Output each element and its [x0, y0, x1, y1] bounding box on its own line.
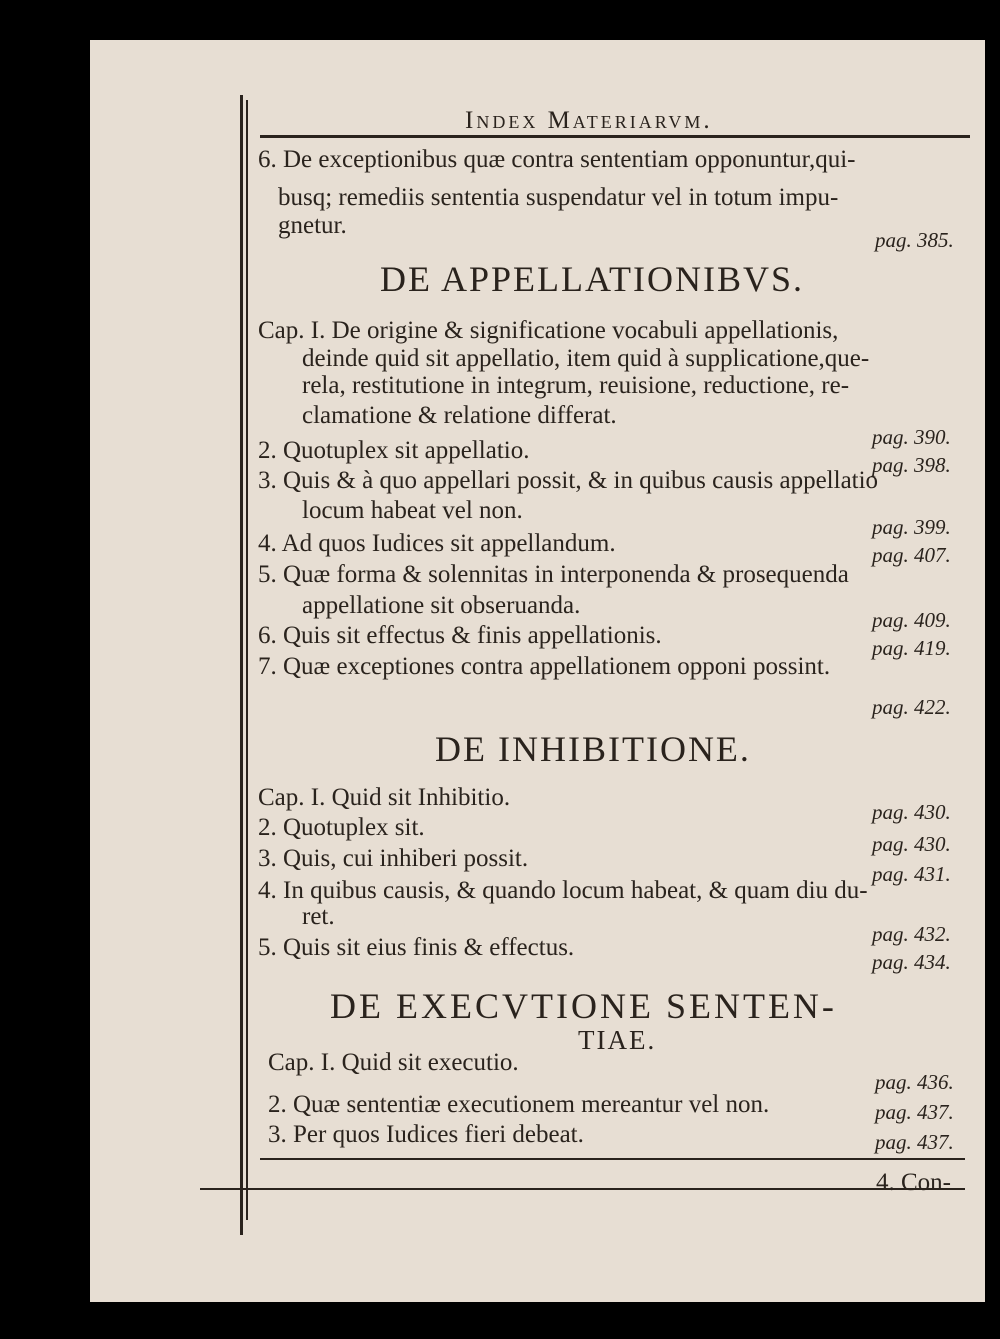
page-ref: pag. 419. [872, 636, 951, 660]
entry-line: ret. [302, 903, 335, 930]
entry-line: 4. In quibus causis, & quando locum habeat, & quam diu du- [258, 877, 868, 904]
entry-line: deinde quid sit appellatio, item quid à supplicatione,que- [302, 345, 870, 372]
entry-line: 2. Quæ sententiæ executionem mereantur vel non. [268, 1091, 770, 1118]
page-ref: pag. 434. [872, 950, 951, 974]
entry-line: gnetur. [278, 212, 347, 239]
entry-line: 5. Quis sit eius finis & effectus. [258, 934, 575, 961]
page-ref: pag. 437. [875, 1130, 954, 1154]
book-page [90, 40, 985, 1302]
page-ref: pag. 437. [875, 1100, 954, 1124]
section-heading-continued: TIAE. [578, 1025, 657, 1055]
left-margin-rule [240, 95, 243, 1235]
running-title: Index Materiarvm. [465, 107, 713, 134]
entry-line: 2. Quotuplex sit appellatio. [258, 437, 530, 464]
page-ref: pag. 430. [872, 800, 951, 824]
header-rule [260, 135, 970, 138]
entry-line: 4. Ad quos Iudices sit appellandum. [258, 530, 616, 557]
entry-line: Cap. I. De origine & significatione vocabuli appellationis, [258, 317, 839, 344]
section-heading: DE INHIBITIONE. [435, 729, 751, 769]
entry-line: locum habeat vel non. [302, 497, 523, 524]
entry-line: appellatione sit obseruanda. [302, 592, 581, 619]
entry-line: 6. Quis sit effectus & finis appellationis. [258, 622, 662, 649]
left-margin-rule [246, 100, 248, 1220]
page-ref: pag. 436. [875, 1070, 954, 1094]
entry-line: clamatione & relatione differat. [302, 402, 617, 429]
page-ref: pag. 422. [872, 695, 951, 719]
entry-line: busq; remediis sententia suspendatur vel in totum impu- [278, 184, 839, 211]
section-heading: DE APPELLATIONIBVS. [380, 259, 805, 299]
catchword: 4. Con- [876, 1169, 951, 1196]
entry-line: 6. De exceptionibus quæ contra sententiam opponuntur,qui- [258, 146, 856, 173]
entry-line: 2. Quotuplex sit. [258, 814, 425, 841]
page-ref: pag. 432. [872, 922, 951, 946]
entry-line: 7. Quæ exceptiones contra appellationem opponi possint. [258, 653, 831, 680]
page-ref: pag. 430. [872, 832, 951, 856]
entry-line: 5. Quæ forma & solennitas in interponenda & prosequenda [258, 561, 849, 588]
page-ref: pag. 431. [872, 862, 951, 886]
page-ref: pag. 407. [872, 543, 951, 567]
entry-line: Cap. I. Quid sit executio. [268, 1049, 519, 1076]
entry-line: rela, restitutione in integrum, reuisione, reductione, re- [302, 372, 850, 399]
page-ref: pag. 385. [875, 228, 954, 252]
page-ref: pag. 390. [872, 425, 951, 449]
entry-line: Cap. I. Quid sit Inhibitio. [258, 784, 511, 811]
footer-rule [260, 1158, 965, 1160]
section-heading: DE EXECVTIONE SENTEN- [330, 986, 837, 1026]
page-ref: pag. 398. [872, 453, 951, 477]
page-ref: pag. 409. [872, 608, 951, 632]
page-ref: pag. 399. [872, 515, 951, 539]
entry-line: 3. Quis & à quo appellari possit, & in quibus causis appellatio [258, 467, 879, 494]
bottom-rule [200, 1188, 965, 1190]
entry-line: 3. Quis, cui inhiberi possit. [258, 845, 529, 872]
entry-line: 3. Per quos Iudices fieri debeat. [268, 1121, 584, 1148]
